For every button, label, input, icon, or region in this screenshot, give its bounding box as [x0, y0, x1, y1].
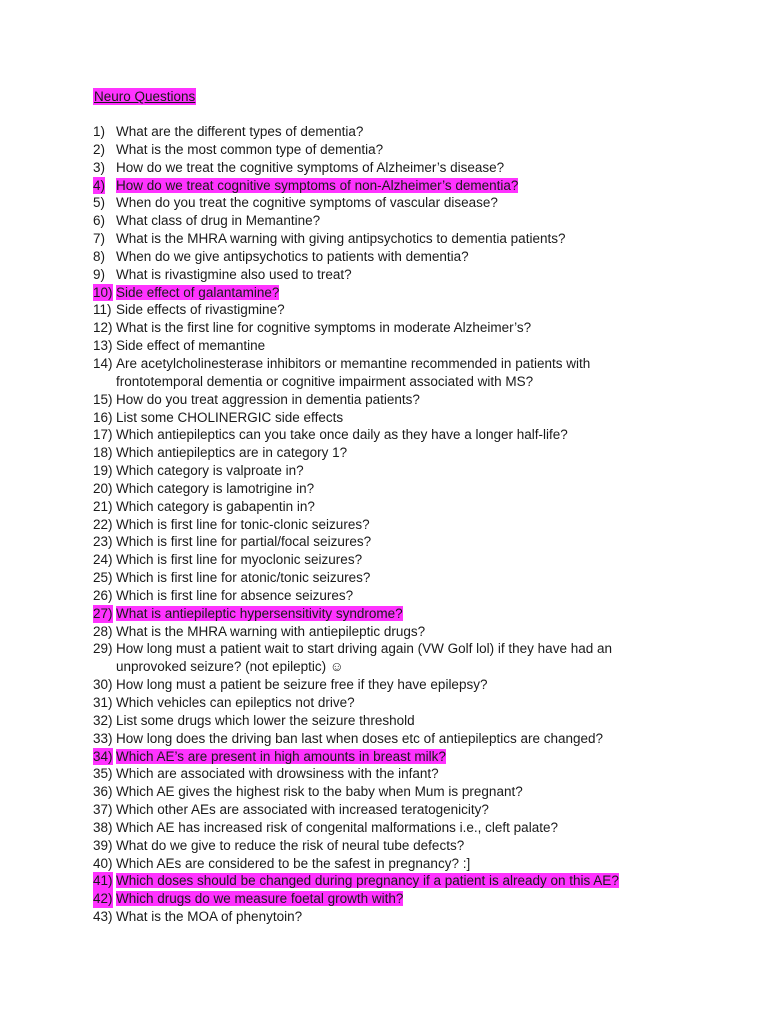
question-text-wrap — [116, 427, 568, 442]
question-text-wrap — [116, 124, 363, 139]
question-number: 3) — [93, 159, 106, 175]
question-text: Which vehicles can epileptics not drive? — [116, 695, 355, 710]
question-item — [93, 623, 673, 641]
question-item — [93, 872, 673, 890]
question-item — [93, 908, 673, 926]
question-number: 37) — [93, 802, 113, 818]
question-text: What is the MHRA warning with antiepileptic drugs? — [116, 623, 426, 639]
question-text: Which is first line for partial/focal seizures? — [116, 534, 372, 550]
question-item — [93, 605, 673, 623]
question-item — [93, 248, 673, 266]
question-item — [93, 783, 673, 801]
question-number: 30) — [93, 677, 113, 693]
question-text: Which is first line for absence seizures? — [116, 587, 354, 603]
question-item — [93, 837, 673, 855]
question-text: List some drugs which lower the seizure threshold — [116, 712, 415, 728]
question-text-wrap — [116, 160, 504, 175]
question-text-wrap — [116, 142, 383, 157]
question-item — [93, 426, 673, 444]
question-item — [93, 533, 673, 551]
question-item — [93, 337, 673, 355]
question-text-wrap — [116, 873, 619, 888]
question-text-wrap — [116, 445, 347, 460]
question-text-wrap — [116, 463, 304, 478]
question-text: What is the first line for cognitive symptoms in moderate Alzheimer’s? — [116, 320, 532, 336]
question-item — [93, 301, 673, 319]
question-text-wrap — [116, 534, 371, 549]
question-item — [93, 212, 673, 230]
question-text: What is the most common type of dementia? — [116, 141, 384, 157]
question-text: What are the different types of dementia? — [116, 124, 364, 139]
question-text: Which are associated with drowsiness with the infant? — [116, 766, 439, 782]
question-number: 17) — [93, 427, 113, 443]
question-text-wrap — [116, 392, 420, 407]
question-text: When do you treat the cognitive symptoms of vascular disease? — [116, 195, 498, 211]
question-text-continuation: frontotemporal dementia or cognitive impairment associated with MS? — [116, 373, 534, 389]
question-number: 19) — [93, 463, 113, 479]
question-number: 9) — [93, 266, 106, 282]
question-text-wrap — [116, 891, 403, 906]
question-number: 12) — [93, 320, 113, 336]
question-number: 32) — [93, 712, 113, 728]
question-number: 22) — [93, 516, 113, 532]
question-number: 15) — [93, 391, 113, 407]
question-text-wrap — [116, 749, 446, 764]
question-item — [93, 516, 673, 534]
question-item — [93, 801, 673, 819]
question-number: 42) — [93, 891, 113, 907]
question-item — [93, 855, 673, 873]
question-text-wrap — [116, 588, 353, 603]
question-text: What is antiepileptic hypersensitivity syndrome? — [116, 605, 403, 621]
question-item — [93, 462, 673, 480]
question-number: 1) — [93, 124, 106, 139]
question-text: What is the MHRA warning with giving antipsychotics to dementia patients? — [116, 231, 566, 247]
question-text: How long must a patient wait to start driving again (VW Golf lol) if they have had an — [116, 641, 612, 657]
question-text-wrap — [116, 499, 315, 514]
question-text: What do we give to reduce the risk of neural tube defects? — [116, 837, 465, 853]
question-item — [93, 640, 673, 676]
question-number: 7) — [93, 231, 106, 247]
question-item — [93, 123, 673, 141]
question-item — [93, 748, 673, 766]
question-item — [93, 587, 673, 605]
question-item — [93, 177, 673, 195]
question-text: Which other AEs are associated with increased teratogenicity? — [116, 802, 489, 818]
question-text-wrap — [116, 570, 370, 585]
question-text-wrap — [116, 178, 518, 193]
question-text-wrap — [116, 195, 498, 210]
question-number: 25) — [93, 570, 113, 586]
question-text-wrap — [116, 302, 285, 317]
question-text: Which antiepileptics are in category 1? — [116, 445, 348, 461]
question-text: Which is first line for atonic/tonic seizures? — [116, 570, 371, 586]
question-item — [93, 391, 673, 409]
question-text: Which AE gives the highest risk to the baby when Mum is pregnant? — [116, 784, 523, 800]
question-text-wrap — [116, 481, 314, 496]
question-list — [93, 123, 673, 926]
question-item — [93, 890, 673, 908]
question-text: Which AE has increased risk of congenital malformations i.e., cleft palate? — [116, 819, 558, 835]
question-number: 24) — [93, 552, 113, 568]
question-number: 21) — [93, 498, 113, 514]
question-number: 27) — [93, 605, 113, 621]
question-number: 34) — [93, 748, 113, 764]
question-item — [93, 676, 673, 694]
question-number: 28) — [93, 623, 113, 639]
question-number: 8) — [93, 248, 106, 264]
question-number: 29) — [93, 641, 113, 657]
question-text-wrap — [116, 213, 320, 228]
question-number: 2) — [93, 141, 106, 157]
question-number: 33) — [93, 730, 113, 746]
question-number: 26) — [93, 587, 113, 603]
question-number: 38) — [93, 819, 113, 835]
question-text: How long must a patient be seizure free if they have epilepsy? — [116, 677, 488, 693]
question-text: What is the MOA of phenytoin? — [116, 909, 303, 925]
question-text: Which doses should be changed during pregnancy if a patient is already on this AE? — [116, 873, 619, 889]
question-number: 40) — [93, 855, 113, 871]
question-text-wrap — [116, 285, 279, 300]
question-text-wrap — [116, 356, 590, 371]
question-text-wrap — [116, 641, 612, 656]
question-number: 43) — [93, 909, 113, 925]
question-item — [93, 712, 673, 730]
question-number: 14) — [93, 355, 113, 371]
question-text-wrap — [116, 677, 487, 692]
question-number: 16) — [93, 409, 113, 425]
question-text-wrap — [116, 731, 603, 746]
question-number: 41) — [93, 873, 113, 889]
document-title: Neuro Questions — [94, 89, 196, 104]
question-item — [93, 569, 673, 587]
question-number: 6) — [93, 213, 106, 229]
question-number: 13) — [93, 338, 113, 354]
question-text: Which AEs are considered to be the safest in pregnancy? :] — [116, 855, 471, 871]
question-number: 4) — [93, 177, 106, 193]
question-text-wrap — [116, 713, 415, 728]
question-text: Which category is valproate in? — [116, 463, 304, 479]
question-text: Which drugs do we measure foetal growth with? — [116, 891, 404, 907]
question-text: How do we treat the cognitive symptoms of Alzheimer’s disease? — [116, 159, 505, 175]
question-text: Are acetylcholinesterase inhibitors or memantine recommended in patients with — [116, 355, 591, 371]
question-text-wrap — [116, 320, 531, 335]
question-number: 39) — [93, 837, 113, 853]
question-text: Which is first line for myoclonic seizures? — [116, 552, 363, 568]
question-text: Which category is lamotrigine in? — [116, 480, 315, 496]
question-text: What is rivastigmine also used to treat? — [116, 266, 352, 282]
question-text-wrap — [116, 249, 469, 264]
question-item — [93, 194, 673, 212]
question-text: List some CHOLINERGIC side effects — [116, 409, 344, 425]
question-text: Side effect of memantine — [116, 338, 266, 354]
question-item — [93, 159, 673, 177]
question-item — [93, 284, 673, 302]
question-item — [93, 266, 673, 284]
question-number: 5) — [93, 195, 106, 211]
question-text: What class of drug in Memantine? — [116, 213, 321, 229]
question-number: 20) — [93, 480, 113, 496]
question-number: 36) — [93, 784, 113, 800]
question-number: 10) — [93, 284, 113, 300]
question-text: How do we treat cognitive symptoms of non-Alzheimer’s dementia? — [116, 177, 519, 193]
question-text-wrap — [116, 766, 439, 781]
question-text: Side effect of galantamine? — [116, 284, 280, 300]
question-text: Which antiepileptics can you take once daily as they have a longer half-life? — [116, 427, 568, 443]
question-text-wrap — [116, 802, 489, 817]
question-number: 35) — [93, 766, 113, 782]
question-item — [93, 694, 673, 712]
question-number: 18) — [93, 445, 113, 461]
question-text-wrap — [116, 820, 558, 835]
question-item — [93, 498, 673, 516]
question-text: How do you treat aggression in dementia patients? — [116, 391, 420, 407]
question-text-wrap — [116, 695, 355, 710]
question-item — [93, 355, 673, 391]
question-number: 23) — [93, 534, 113, 550]
question-text: How long does the driving ban last when doses etc of antiepileptics are changed? — [116, 730, 604, 746]
question-number: 11) — [93, 302, 112, 318]
question-item — [93, 551, 673, 569]
question-item — [93, 230, 673, 248]
question-item — [93, 141, 673, 159]
question-text: Which is first line for tonic-clonic seizures? — [116, 516, 370, 532]
question-text-wrap — [116, 517, 370, 532]
question-item — [93, 444, 673, 462]
question-text-wrap — [116, 552, 362, 567]
question-text-wrap — [116, 784, 523, 799]
question-item — [93, 480, 673, 498]
question-text-wrap — [116, 267, 352, 282]
question-item — [93, 730, 673, 748]
question-item — [93, 409, 673, 427]
question-text-continuation: unprovoked seizure? (not epileptic) ☺ — [116, 659, 344, 675]
question-text-wrap — [116, 838, 464, 853]
question-item — [93, 819, 673, 837]
question-text-wrap — [116, 624, 425, 639]
question-text: Side effects of rivastigmine? — [116, 302, 285, 318]
question-text: When do we give antipsychotics to patients with dementia? — [116, 248, 469, 264]
question-item — [93, 319, 673, 337]
question-text: Which category is gabapentin in? — [116, 498, 315, 514]
question-text-wrap — [116, 410, 343, 425]
question-text-wrap — [116, 856, 470, 871]
question-text-wrap — [116, 606, 403, 621]
question-item — [93, 765, 673, 783]
question-text: Which AE’s are present in high amounts in breast milk? — [116, 748, 446, 764]
question-text-wrap — [116, 338, 265, 353]
question-text-wrap — [116, 231, 565, 246]
question-number: 31) — [93, 695, 113, 710]
question-text-wrap — [116, 909, 302, 924]
